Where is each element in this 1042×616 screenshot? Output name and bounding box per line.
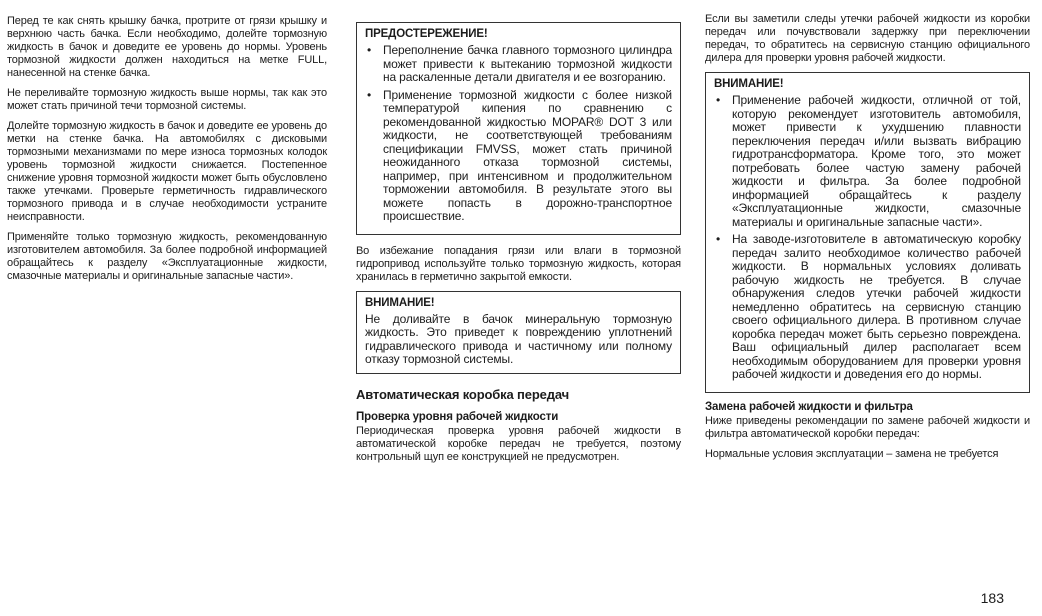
warning-box	[356, 22, 681, 235]
caution-title: ВНИМАНИЕ!	[365, 296, 435, 309]
list-item-text: Применение тормозной жидкости с более низкой температурой кипения по сравнению с рекомендованной жидкостью MOPAR® DOT 3 или жидкости, не соответствующей требованиям спецификации FMVSS, может стать причиной неожиданного отказа тормозной системы, например, при интенсивном и продолжительном торможении автомобиля. В результате этого вы можете попасть в дорожно-транспортное происшествие.	[383, 87, 672, 223]
list-item-text: Переполнение бачка главного тормозного цилиндра может привести к вытеканию тормозной жидкости на раскаленные детали двигателя и ее возгоранию.	[383, 43, 672, 84]
warning-list	[365, 44, 672, 224]
subsection-heading: Проверка уровня рабочей жидкости	[356, 410, 559, 423]
caution-box	[356, 291, 681, 374]
paragraph: Долейте тормозную жидкость в бачок и доведите ее уровень до метки на стенке бачка. На автомобилях с дисковыми тормозными механизмами по мере износа тормозных колодок уровень тормозной жидкости снижается. Постепенное снижение уровня тормозной жидкости может быть обусловлено также утечками. Проверьте герметичность гидравлического тормозного привода и в случае необходимости устраните неисправности.	[7, 120, 327, 223]
bullet-icon: •	[367, 43, 372, 57]
paragraph: Ниже приведены рекомендации по замене рабочей жидкости и фильтра автоматической коробки передач:	[705, 414, 1030, 440]
paragraph: Периодическая проверка уровня рабочей жидкости в автоматической коробке передач не требуется, поэтому контрольный щуп ее конструкцией не предусмотрен.	[356, 424, 681, 463]
warning-title: ПРЕДОСТЕРЕЖЕНИЕ!	[365, 28, 488, 40]
list-item	[714, 94, 1021, 229]
list-item	[365, 89, 672, 224]
paragraph: Применяйте только тормозную жидкость, рекомендованную изготовителем автомобиля. За более подробной информацией обращайтесь к разделу «Эксплуатационные жидкости, смазочные материалы и оригинальные запасные части».	[7, 231, 327, 282]
column-left	[7, 15, 327, 290]
list-item-text: На заводе-изготовителе в автоматическую коробку передач залито необходимое количество рабочей жидкости. В нормальных условиях доливать рабочую жидкость не требуется. В случае обнаружения следов утечки рабочей жидкости немедленно обратитесь на сервисную станцию своего официального дилера. В противном случае коробка передач может быть серьезно повреждена. Ваш официальный дилер располагает всем необходимым оборудованием для проверки уровня рабочей жидкости и доведения его до нормы.	[732, 232, 1021, 381]
caution-title: ВНИМАНИЕ!	[714, 78, 784, 90]
paragraph: Во избежание попадания грязи или влаги в тормозной гидропривод используйте только тормозную жидкость, которая хранилась в герметично закрытой емкости.	[356, 244, 681, 283]
column-middle	[356, 22, 681, 471]
page-number: 183	[980, 590, 1004, 606]
paragraph: Не переливайте тормозную жидкость выше нормы, так как это может стать причиной течи тормозной системы.	[7, 87, 327, 112]
subsection-heading: Замена рабочей жидкости и фильтра	[705, 400, 913, 413]
caution-text: Не доливайте в бачок минеральную тормозную жидкость. Это приведет к повреждению уплотнений гидравлического привода и частичному или полному отказу тормозной системы.	[365, 311, 672, 366]
bullet-icon: •	[367, 87, 372, 102]
section-heading: Автоматическая коробка передач	[356, 386, 569, 402]
paragraph: Нормальные условия эксплуатации – замена не требуется	[705, 447, 999, 460]
list-item	[365, 44, 672, 85]
list-item	[714, 233, 1021, 382]
list-item-text: Применение рабочей жидкости, отличной от той, которую рекомендует изготовитель автомобиля, может привести к ухудшению плавности переключения передач и/или вызвать вибрацию гидротрансформатора. Кроме того, это может потребовать более частую замену рабочей жидкости и фильтра. За более подробной информацией обращайтесь к разделу «Эксплуатационные жидкости, смазочные материалы и оригинальные запасные части».	[732, 93, 1021, 229]
caution-list	[714, 94, 1021, 382]
bullet-icon: •	[716, 232, 721, 246]
bullet-icon: •	[716, 93, 721, 107]
paragraph: Перед те как снять крышку бачка, протрите от грязи крышку и верхнюю часть бачка. Если необходимо, долейте тормозную жидкость в бачок и доведите ее уровень до нормы. Уровень тормозной жидкости должен находиться на метке FULL, нанесенной на стенке бачка.	[7, 15, 327, 79]
column-right	[705, 13, 1030, 468]
caution-box	[705, 72, 1030, 393]
paragraph: Если вы заметили следы утечки рабочей жидкости из коробки передач или почувствовали задержку при переключении передач, то обратитесь на сервисную станцию официального дилера для проверки уровня рабочей жидкости.	[705, 13, 1030, 64]
